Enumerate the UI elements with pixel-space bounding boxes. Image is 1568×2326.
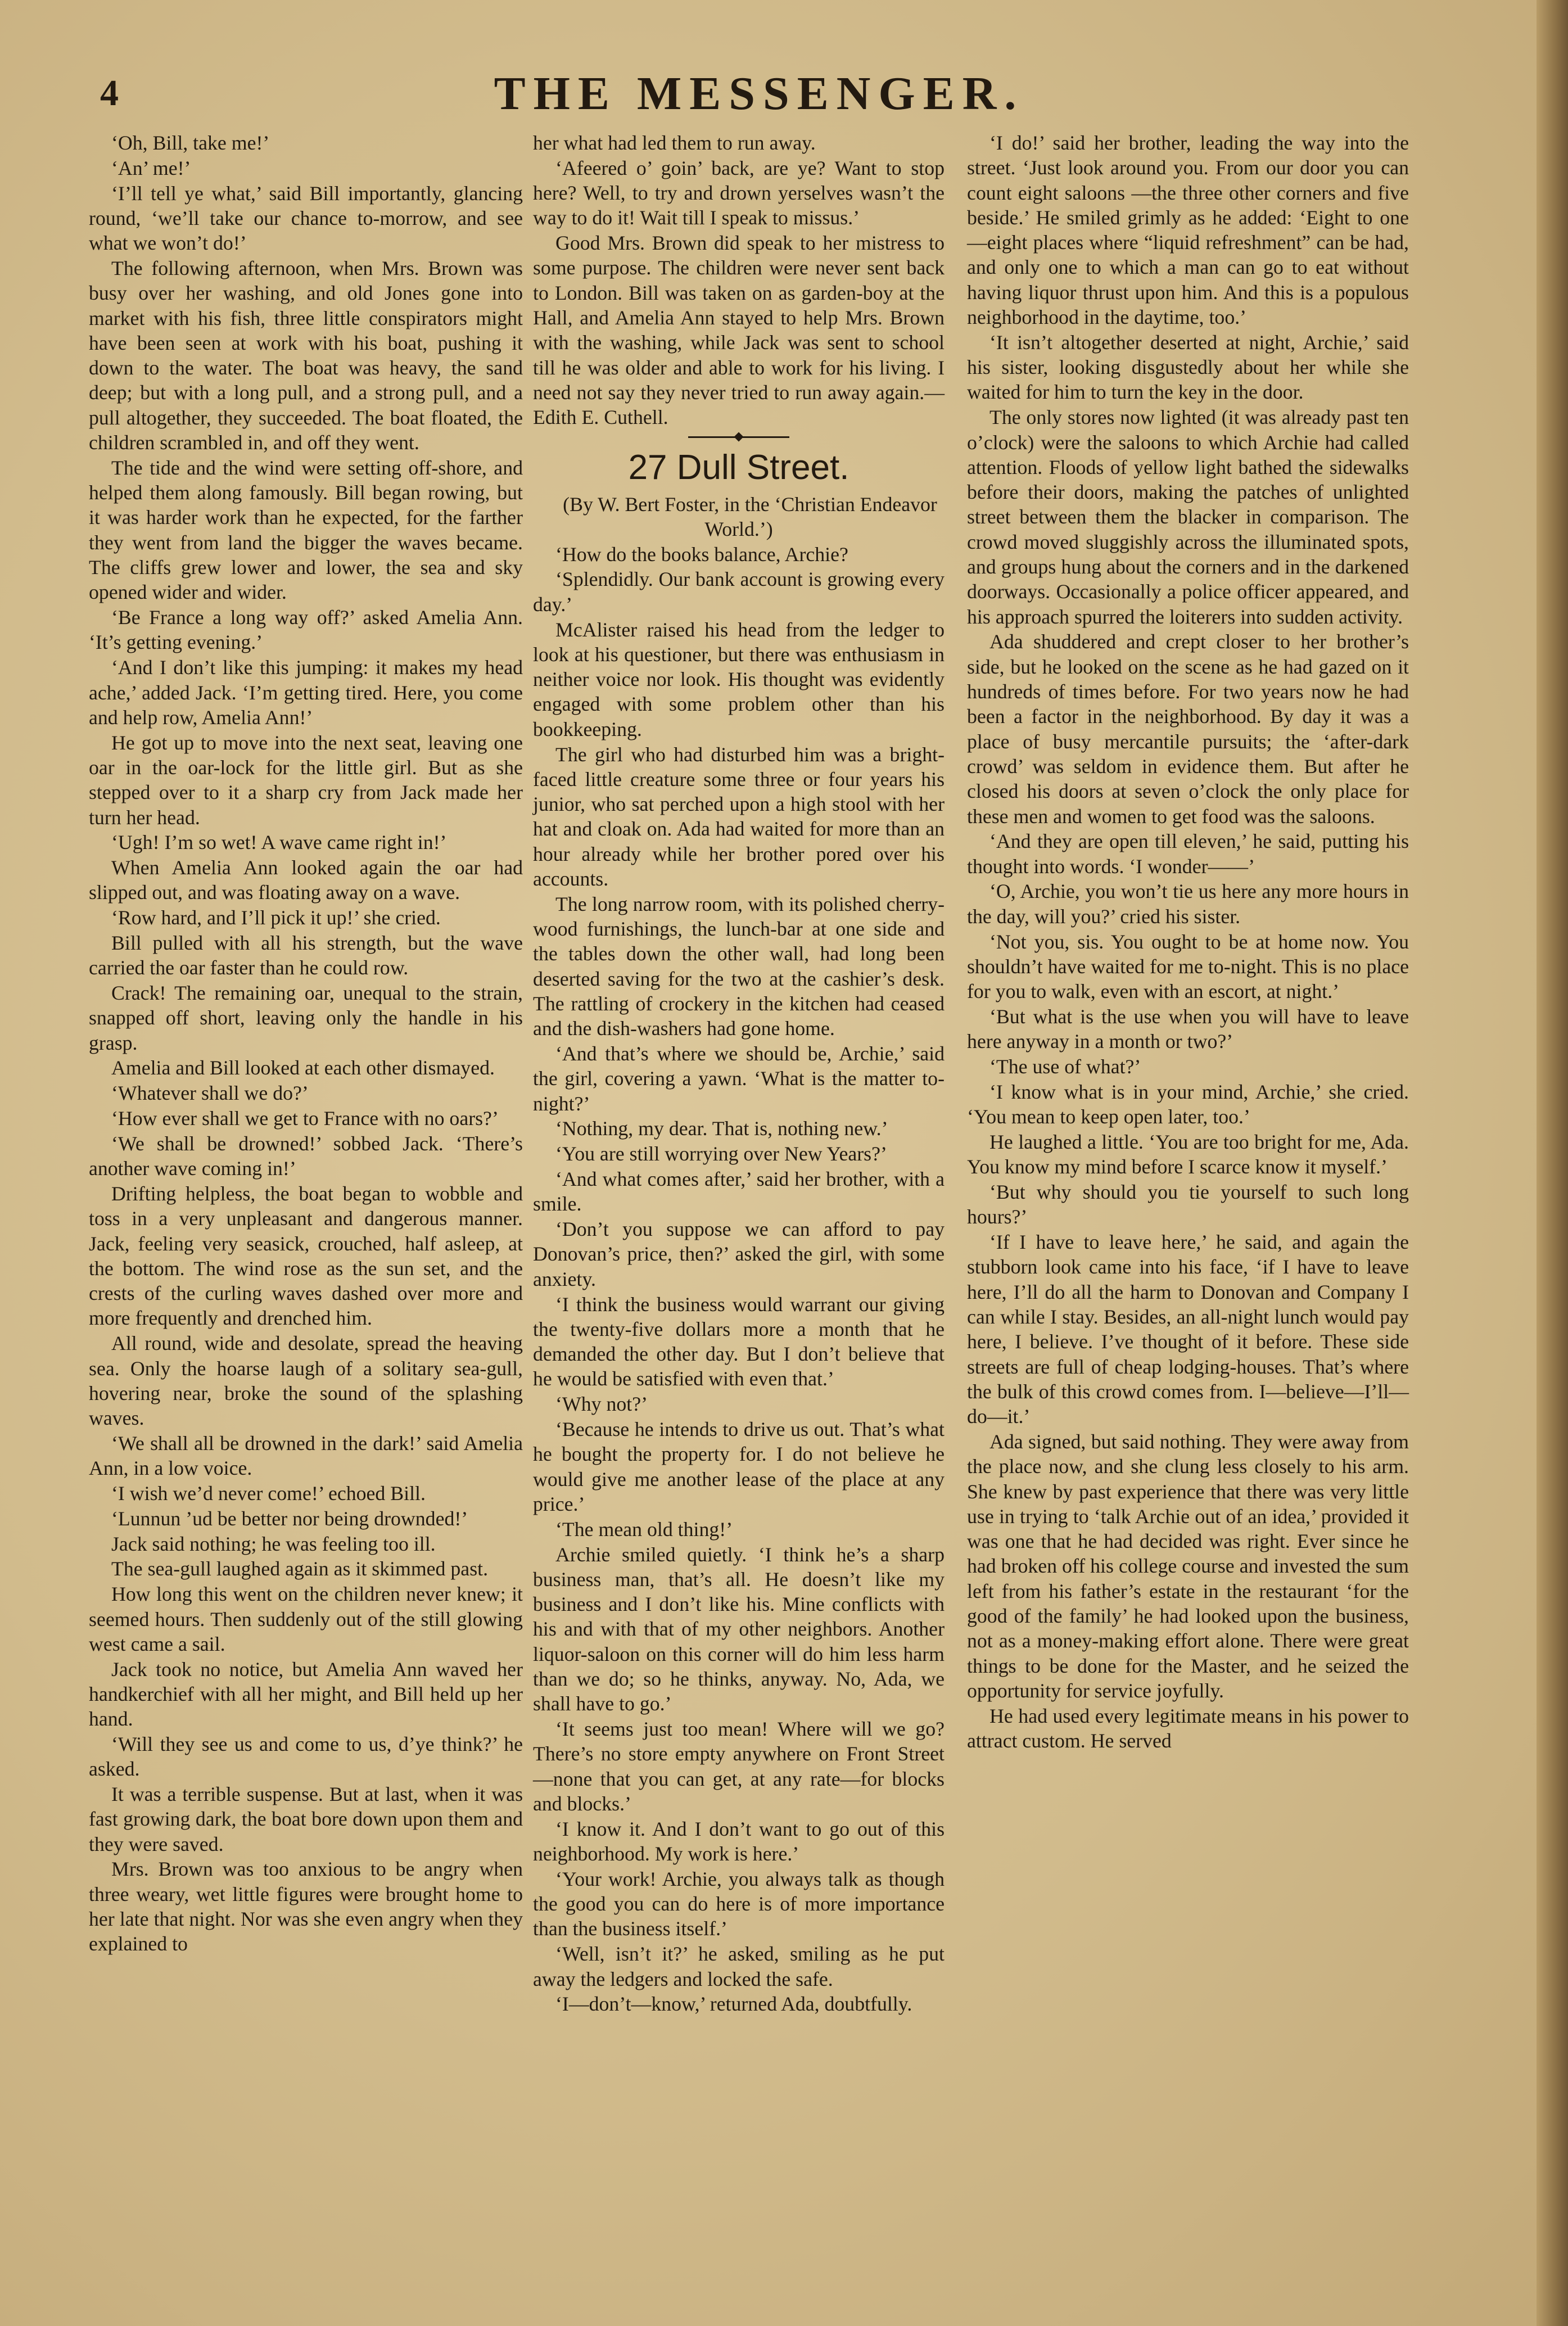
paragraph: ‘How do the books balance, Archie? xyxy=(555,543,848,566)
paragraph: It was a terrible suspense. But at last, when it was fast growing dark, the boat bore down upon them and they were saved. xyxy=(89,1783,523,1855)
paragraph: ‘Oh, Bill, take me!’ xyxy=(111,132,270,154)
paragraph: ‘I know what is in your mind, Archie,’ she cried. ‘You mean to keep open later, too.’ xyxy=(967,1080,1409,1128)
paragraph: ‘If I have to leave here,’ he said, and again the stubborn look came into his face, ‘if I have to leave here, I’ll do all the harm to Donovan and Company I can while I stay. Besides, an all-night lunch would pay here, I believe. I’ve thought of it before. These side streets are full of cheap lodging-houses. That’s where the bulk of this crowd comes from. I—believe—I’ll—do—it.’ xyxy=(967,1231,1409,1428)
paragraph: Jack said nothing; he was feeling too ill. xyxy=(111,1532,436,1555)
column-2 xyxy=(533,130,945,2017)
paragraph: Amelia and Bill looked at each other dismayed. xyxy=(111,1056,495,1080)
story-body xyxy=(533,542,945,2017)
paragraph: her what had led them to run away. xyxy=(533,132,816,154)
paragraph: ‘Will they see us and come to us, d’ye think?’ he asked. xyxy=(89,1733,523,1781)
paragraph: He had used every legitimate means in his power to attract custom. He served xyxy=(967,1704,1409,1752)
paragraph: ‘Splendidly. Our bank account is growing every day.’ xyxy=(533,568,945,616)
paragraph: Bill pulled with all his strength, but the wave carried the oar faster than he could row. xyxy=(89,932,523,979)
paragraph: The following afternoon, when Mrs. Brown was busy over her washing, and old Jones gone into market with his fish, three little conspirators might have been seen at work with his boat, pushing it down to the water. The boat was heavy, the sand deep; but with a long pull, and a strong pull, and a pull altogether, they succeeded. The boat floated, the children scrambled in, and off they went. xyxy=(89,256,523,454)
paragraph: Archie smiled quietly. ‘I think he’s a sharp business man, that’s all. He doesn’t like my business and I don’t like his. Mine conflicts with his and with that of my other neighbors. Another liquor-saloon on this corner will do him less harm than we do; so he thinks, anyway. No, Ada, we shall have to go.’ xyxy=(533,1543,945,1715)
paragraph: The girl who had disturbed him was a bright-faced little creature some three or four years his junior, who sat perched upon a high stool with her hat and cloak on. Ada had waited for more than an hour already while her brother pored over his accounts. xyxy=(533,743,945,891)
paragraph: ‘It isn’t altogether deserted at night, Archie,’ said his sister, looking disgustedly about her while she waited for him to turn the key in the door. xyxy=(967,331,1409,404)
paragraph: ‘Afeered o’ goin’ back, are ye? Want to stop here? Well, to try and drown yerselves wasn’t the way to do it! Wait till I speak to missus.’ xyxy=(533,156,945,229)
paragraph: ‘Nothing, my dear. That is, nothing new.’ xyxy=(555,1117,888,1140)
story-ending xyxy=(533,130,945,430)
page-number: 4 xyxy=(100,73,119,114)
column-3 xyxy=(967,130,1409,1754)
masthead: THE MESSENGER. xyxy=(494,67,1024,120)
paragraph: ‘Whatever shall we do?’ xyxy=(111,1082,309,1105)
paragraph: ‘I think the business would warrant our giving the twenty-five dollars more a month that he demanded the other day. But I don’t believe that he would be satisfied with even that.’ xyxy=(533,1293,945,1390)
paragraph: ‘How ever shall we get to France with no oars?’ xyxy=(111,1107,499,1130)
paragraph: ‘Be France a long way off?’ asked Amelia Ann. ‘It’s getting evening.’ xyxy=(89,606,523,654)
paragraph: ‘Ugh! I’m so wet! A wave came right in!’ xyxy=(111,831,447,854)
paragraph: ‘I’ll tell ye what,’ said Bill importantly, glancing round, ‘we’ll take our chance to-morrow, and see what we won’t do!’ xyxy=(89,182,523,255)
paragraph: ‘Well, isn’t it?’ he asked, smiling as he put away the ledgers and locked the safe. xyxy=(533,1943,945,1990)
story-title: 27 Dull Street. xyxy=(628,448,849,487)
paragraph: He laughed a little. ‘You are too bright for me, Ada. You know my mind before I scarce know it myself.’ xyxy=(967,1130,1409,1178)
paragraph: ‘I wish we’d never come!’ echoed Bill. xyxy=(111,1482,426,1505)
paragraph: Ada signed, but said nothing. They were away from the place now, and she clung less closely to his arm. She knew by past experience that there was very little use in trying to ‘talk Archie out of an idea,’ provided it was one that he had decided was right. Ever since he had broken off his college course and invested the sum left from his father’s estate in the restaurant ‘for the good of the family’ he had looked upon the business, not as a money-making effort alone. There were great things to be done for the Master, and he seized the opportunity for service joyfully. xyxy=(967,1430,1409,1702)
paragraph: When Amelia Ann looked again the oar had slipped out, and was floating away on a wave. xyxy=(89,856,523,904)
paragraph: Crack! The remaining oar, unequal to the strain, snapped off short, leaving only the handle in his grasp. xyxy=(89,982,523,1054)
paragraph: ‘O, Archie, you won’t tie us here any more hours in the day, will you?’ cried his sister. xyxy=(967,880,1409,928)
paragraph: The tide and the wind were setting off-shore, and helped them along famously. Bill began rowing, but it was harder work than he expected, for the farther they went from land the bigger the waves became. The cliffs grew lower and lower, the sea and sky opened wider and wider. xyxy=(89,456,523,604)
paragraph: ‘I know it. And I don’t want to go out of this neighborhood. My work is here.’ xyxy=(533,1817,945,1866)
column-1 xyxy=(89,130,523,1957)
paragraph: ‘The use of what?’ xyxy=(989,1055,1141,1078)
paragraph: ‘Why not?’ xyxy=(555,1393,648,1416)
paragraph: ‘An’ me!’ xyxy=(111,156,191,179)
paragraph: ‘Row hard, and I’ll pick it up!’ she cried. xyxy=(111,906,441,929)
paragraph: ‘And what comes after,’ said her brother, with a smile. xyxy=(533,1168,945,1216)
paragraph: Good Mrs. Brown did speak to her mistress to some purpose. The children were never sent back to London. Bill was taken on as garden-boy at the Hall, and Amelia Ann stayed to help Mrs. Brown with the washing, while Jack was sent to school till he was older and able to work for his living. I need not say they never tried to run away again.—Edith E. Cuthell. xyxy=(533,232,945,429)
paragraph: McAlister raised his head from the ledger to look at his questioner, but there was enthusiasm in neither voice nor look. His thought was evidently engaged with some problem other than his bookkeeping. xyxy=(533,618,945,740)
paragraph: ‘And they are open till eleven,’ he said, putting his thought into words. ‘I wonder——’ xyxy=(967,830,1409,878)
paragraph: ‘Not you, sis. You ought to be at home now. You shouldn’t have waited for me to-night. This is no place for you to walk, even with an escort, at night.’ xyxy=(967,930,1409,1003)
paragraph: The long narrow room, with its polished cherry-wood furnishings, the lunch-bar at one side and the tables down the other wall, had long been deserted saving for the two at the cashier’s desk. The rattling of crockery in the kitchen had ceased and the dish-washers had gone home. xyxy=(533,892,945,1040)
paragraph: ‘Don’t you suppose we can afford to pay Donovan’s price, then?’ asked the girl, with some anxiety. xyxy=(533,1218,945,1290)
paragraph: He got up to move into the next seat, leaving one oar in the oar-lock for the little girl. But as she stepped over to it a sharp cry from Jack made her turn her head. xyxy=(89,731,523,829)
paragraph: Mrs. Brown was too anxious to be angry when three weary, wet little figures were brought home to her late that night. Nor was she even angry when they explained to xyxy=(89,1858,523,1955)
paragraph: ‘But what is the use when you will have to leave here anyway in a month or two?’ xyxy=(967,1005,1409,1053)
paragraph: ‘I do!’ said her brother, leading the way into the street. ‘Just look around you. From our door you can count eight saloons —the three other corners and five beside.’ He smiled grimly as he added: ‘Eight to one—eight places where “liquid refreshment” can be had, and only one to which a man can go to eat without having liquor thrust upon him. And this is a populous neighborhood in the daytime, too.’ xyxy=(967,132,1409,329)
paragraph: ‘Because he intends to drive us out. That’s what he bought the property for. I do not believe he would give me another lease of the place at any price.’ xyxy=(533,1418,945,1515)
paragraph: Jack took no notice, but Amelia Ann waved her handkerchief with all her might, and Bill held up her hand. xyxy=(89,1657,523,1731)
paragraph: The sea-gull laughed again as it skimmed past. xyxy=(111,1557,489,1580)
section-divider xyxy=(688,433,789,440)
paragraph: ‘You are still worrying over New Years?’ xyxy=(555,1142,887,1166)
paragraph: ‘We shall all be drowned in the dark!’ said Amelia Ann, in a low voice. xyxy=(89,1431,523,1480)
paragraph: ‘But why should you tie yourself to such long hours?’ xyxy=(967,1180,1409,1229)
paragraph: Ada shuddered and crept closer to her brother’s side, but he looked on the scene as he had gazed on it hundreds of times before. For two years now he had been a factor in the neighborhood. By day it was a place of busy mercantile pursuits; the ‘after-dark crowd’ was seldom in evidence them. But after he closed his doors at seven o’clock the only place for these men and women to get food was the saloons. xyxy=(967,630,1409,828)
paragraph: ‘We shall be drowned!’ sobbed Jack. ‘There’s another wave coming in!’ xyxy=(89,1132,523,1180)
paragraph: Drifting helpless, the boat began to wobble and toss in a very unpleasant and dangerous manner. Jack, feeling very seasick, crouched, half asleep, at the bottom. The wind rose as the sun set, and the crests of the curling waves dashed over more and more frequently and drenched him. xyxy=(89,1182,523,1330)
page-fold-edge xyxy=(1537,0,1568,2326)
paragraph: ‘And I don’t like this jumping: it makes my head ache,’ added Jack. ‘I’m getting tired. Here, you come and help row, Amelia Ann!’ xyxy=(89,656,523,729)
paragraph: All round, wide and desolate, spread the heaving sea. Only the hoarse laugh of a solitary sea-gull, hovering near, broke the sound of the splashing waves. xyxy=(89,1332,523,1430)
paragraph: ‘It seems just too mean! Where will we go? There’s no store empty anywhere on Front Street—none that you can get, at any rate—for blocks and blocks.’ xyxy=(533,1718,945,1815)
paragraph: The only stores now lighted (it was already past ten o’clock) were the saloons to which Archie had called attention. Floods of yellow light bathed the sidewalks before their doors, making the patches of unlighted street between them the blacker in comparison. The crowd moved sluggishly across the illuminated spots, and groups hung about the corners and in the darkened doorways. Occasionally a police officer appeared, and his approach spurred the loiterers into sudden activity. xyxy=(967,406,1409,628)
paragraph: ‘Your work! Archie, you always talk as though the good you can do here is of more importance than the business itself.’ xyxy=(533,1867,945,1940)
paragraph: ‘Lunnun ’ud be better nor being drownded!’ xyxy=(111,1507,468,1530)
paragraph: ‘The mean old thing!’ xyxy=(555,1517,733,1541)
story-byline: (By W. Bert Foster, in the ‘Christian Endeavor World.’) xyxy=(563,493,937,540)
paragraph: How long this went on the children never knew; it seemed hours. Then suddenly out of the still glowing west came a sail. xyxy=(89,1583,523,1655)
paragraph: ‘And that’s where we should be, Archie,’ said the girl, covering a yawn. ‘What is the matter to-night?’ xyxy=(533,1042,945,1115)
paragraph: ‘I—don’t—know,’ returned Ada, doubtfully. xyxy=(555,1993,912,2016)
